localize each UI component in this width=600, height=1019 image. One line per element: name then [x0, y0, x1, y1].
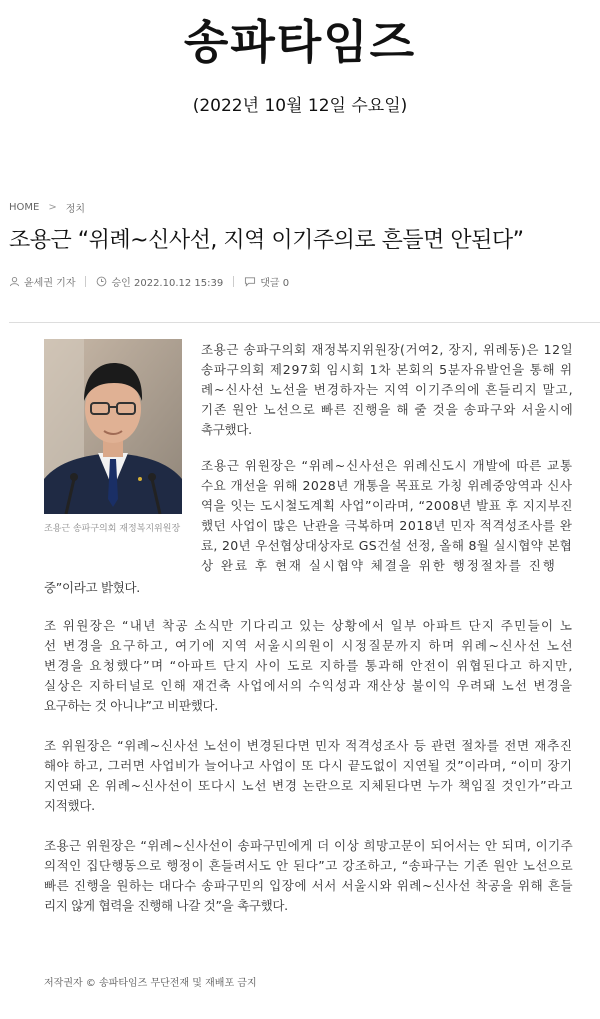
article-line: 송파구의회 제297회 임시회 1차 본회의 5분자유발언을 통해 위 [201, 362, 573, 377]
comment-icon [244, 276, 256, 287]
article-line: 조용근 위원장은 “위례~신사선은 위례신도시 개발에 따른 교통 [201, 458, 573, 473]
article-line: 리지 않게 협력을 진행해 나갈 것”을 촉구했다. [44, 898, 288, 913]
article-line: 상 완료 후 현재 실시협약 체결을 위한 행정절차를 진행 [201, 558, 557, 573]
article-line: 조 위원장은 “위례~신사선 노선이 변경된다면 민자 적격성조사 등 관련 절차를 전면 재추진 [44, 738, 573, 753]
approved-time [96, 274, 223, 289]
article-line: 빠른 진행을 원하는 대다수 송파구민의 입장에 서서 서울시와 위례~신사선 착공을 위해 흔들 [44, 878, 574, 893]
publication-date: (2022년 10월 12일 수요일) [192, 96, 408, 116]
article-line: 수요 개선을 위해 2028년 개통을 목표로 가칭 위례중앙역과 신사 [201, 478, 573, 493]
comments-link[interactable] [244, 274, 289, 289]
article-line: 촉구했다. [201, 422, 252, 437]
article-line: 례~신사선 노선을 변경하자는 지역 이기주의에 흔들리지 말고, [201, 382, 574, 397]
article-line: 중”이라고 밝혔다. [44, 580, 140, 595]
reporter-name: 윤세권 기자 [24, 278, 76, 289]
approved-time-text: 승인 2022.10.12 15:39 [111, 278, 224, 289]
meta-divider [233, 276, 234, 287]
chevron-right-icon: > [48, 202, 57, 213]
article-line: 조 위원장은 “내년 착공 소식만 기다리고 있는 상황에서 일부 아파트 단지 주민들이 노 [44, 618, 574, 633]
article-line: 지적했다. [44, 798, 95, 813]
article-line: 의적인 집단행동으로 행정이 흔들려서도 안 된다”고 강조하고, “송파구는 기존 원안 노선으로 [44, 858, 574, 873]
comments-count: 댓글 0 [260, 278, 290, 289]
article-title: 조용근 “위례~신사선, 지역 이기주의로 흔들면 안된다” [9, 228, 524, 253]
clock-icon [96, 276, 107, 287]
article-line: 기존 원안 노선으로 빠른 진행을 해 줄 것을 송파구와 서울시에 [201, 402, 574, 417]
photo-caption: 조용근 송파구의회 재정복지위원장 [44, 524, 181, 534]
article-line: 조용근 송파구의회 재정복지위원장(거여2, 장지, 위례동)은 12일 [201, 342, 574, 357]
article-line: 했던 사업이 많은 난관을 극복하며 2018년 민자 적격성조사를 완 [201, 518, 573, 533]
article-line: 선 변경을 요구하고, 여기에 지역 서울시의원이 시정질문까지 하며 위례~신사선 노선 [44, 638, 575, 653]
article-photo [44, 339, 182, 514]
article-line: 지연돼 온 위례~신사선이 또다시 노선 변경 논란으로 지체된다면 누가 책임질 것인가”라고 [44, 778, 574, 793]
breadcrumb [9, 200, 85, 215]
divider [9, 322, 600, 323]
article-line: 해야 하고, 그러면 사업비가 늘어나고 사업이 또 다시 끝도없이 지연될 것”이라며, “이미 장기 [44, 758, 573, 773]
person-icon [9, 276, 20, 287]
councilor-portrait [44, 339, 182, 514]
reporter[interactable] [9, 274, 75, 289]
copyright-notice: 저작권자 © 송파타임즈 무단전재 및 재배포 금지 [44, 978, 257, 989]
breadcrumb-section[interactable]: 정치 [65, 204, 86, 215]
meta-divider [85, 276, 86, 287]
article-line: 조용근 위원장은 “위례~신사선이 송파구민에게 더 이상 희망고문이 되어서는 안 되며, 이기주 [44, 838, 574, 853]
newspaper-brand[interactable]: 송파타임즈 [183, 15, 417, 69]
article-meta [9, 274, 289, 289]
breadcrumb-home[interactable]: HOME [9, 202, 40, 213]
article-line: 변경을 요청했다”며 “아파트 단지 사이 도로 지하를 통과해 안전이 위협된다고 하지만, [44, 658, 574, 673]
article-line: 요구하는 것 아니냐”고 비판했다. [44, 698, 218, 713]
article-line: 실상은 지하터널로 인해 재건축 사업에서의 수익성과 재산상 불이익 우려돼 노선 변경을 [44, 678, 574, 693]
article-line: 료, 20년 우선협상대상자로 GS건설 선정, 올해 8월 실시협약 본협 [201, 538, 573, 553]
article-line: 역을 잇는 도시철도계획 사업”이라며, “2008년 발표 후 지지부진 [201, 498, 573, 513]
